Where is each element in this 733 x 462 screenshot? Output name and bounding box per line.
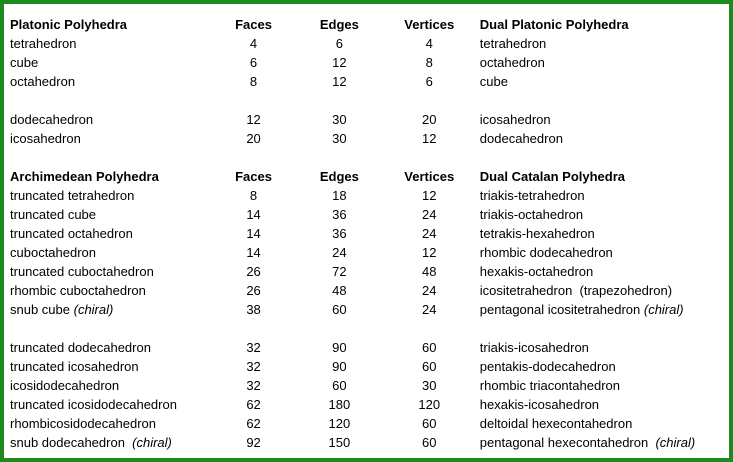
- polyhedron-name: [10, 186, 215, 205]
- polyhedron-name-text: octahedron: [10, 74, 76, 89]
- polyhedron-name: [10, 72, 215, 91]
- vertices-value-text: 60: [422, 359, 437, 374]
- column-header: [215, 15, 292, 34]
- polyhedron-name: [10, 205, 215, 224]
- dual-name: [472, 53, 729, 72]
- faces-value: [215, 110, 292, 129]
- edges-value: [292, 414, 387, 433]
- column-header-text: Archimedean Polyhedra: [10, 169, 159, 184]
- faces-value-text: 8: [249, 188, 258, 203]
- polyhedron-name: [10, 281, 215, 300]
- table-row: [10, 53, 729, 72]
- dual-name-text: pentakis-dodecahedron: [479, 359, 616, 374]
- vertices-value-text: 48: [422, 264, 437, 279]
- polyhedron-name: [10, 262, 215, 281]
- dual-name: [472, 110, 729, 129]
- faces-value-text: 32: [246, 378, 261, 393]
- table-row: [10, 300, 729, 319]
- dual-name-text: triakis-octahedron: [479, 207, 584, 222]
- table-row: [10, 72, 729, 91]
- faces-value-text: 92: [246, 435, 261, 450]
- edges-value-text: 90: [332, 359, 347, 374]
- polyhedron-name-text: snub dodecahedron: [10, 435, 133, 450]
- dual-name: [472, 129, 729, 148]
- table-row: [10, 110, 729, 129]
- vertices-value-text: 4: [425, 36, 433, 51]
- polyhedron-name: [10, 414, 215, 433]
- column-header-text: Dual Platonic Polyhedra: [479, 17, 629, 32]
- edges-value-text: 180: [328, 397, 351, 412]
- edges-value-text: 60: [332, 302, 347, 317]
- faces-value-text: 32: [246, 340, 261, 355]
- dual-name-text: rhombic triacontahedron: [479, 378, 620, 393]
- dual-name: [472, 376, 729, 395]
- vertices-value-text: 24: [422, 302, 437, 317]
- dual-name-text: rhombic dodecahedron: [479, 245, 613, 260]
- table-row: [10, 338, 729, 357]
- edges-value-text: 90: [332, 340, 347, 355]
- section-header-row: [10, 167, 729, 186]
- spacer-row: [10, 319, 729, 338]
- edges-value: [292, 433, 387, 452]
- spacer-row: [10, 148, 729, 167]
- edges-value: [292, 357, 387, 376]
- polyhedra-table: [10, 15, 729, 452]
- vertices-value-text: 24: [422, 207, 437, 222]
- column-header: [387, 167, 472, 186]
- polyhedron-name-text: truncated dodecahedron: [10, 340, 151, 355]
- edges-value: [292, 395, 387, 414]
- edges-value-text: 150: [328, 435, 351, 450]
- vertices-value: [387, 205, 472, 224]
- dual-name-text: tetrakis-hexahedron: [479, 226, 595, 241]
- column-header: [10, 167, 215, 186]
- dual-name-text: icosahedron: [479, 112, 551, 127]
- table-row: [10, 395, 729, 414]
- edges-value: [292, 300, 387, 319]
- table-row: [10, 433, 729, 452]
- faces-value-text: 8: [249, 74, 258, 89]
- faces-value: [215, 205, 292, 224]
- edges-value: [292, 243, 387, 262]
- faces-value-text: 14: [246, 226, 261, 241]
- polyhedron-name: [10, 224, 215, 243]
- faces-value: [215, 34, 292, 53]
- edges-value-text: 36: [332, 207, 347, 222]
- spacer-row: [10, 91, 729, 110]
- edges-value-text: 36: [332, 226, 347, 241]
- dual-name: [472, 395, 729, 414]
- column-header: [472, 167, 729, 186]
- dual-name-text: octahedron: [479, 55, 545, 70]
- vertices-value-text: 60: [422, 435, 437, 450]
- chiral-note: (chiral): [132, 435, 172, 450]
- dual-name-text: hexakis-octahedron: [479, 264, 594, 279]
- polyhedron-name: [10, 243, 215, 262]
- edges-value: [292, 53, 387, 72]
- edges-value: [292, 205, 387, 224]
- faces-value: [215, 262, 292, 281]
- vertices-value-text: 12: [422, 245, 437, 260]
- vertices-value-text: 60: [422, 340, 437, 355]
- vertices-value: [387, 243, 472, 262]
- edges-value-text: 12: [332, 55, 347, 70]
- vertices-value: [387, 224, 472, 243]
- edges-value: [292, 186, 387, 205]
- column-header-text: Vertices: [404, 169, 455, 184]
- edges-value-text: 30: [332, 131, 347, 146]
- faces-value: [215, 72, 292, 91]
- column-header: [10, 15, 215, 34]
- faces-value-text: 4: [249, 36, 258, 51]
- vertices-value: [387, 129, 472, 148]
- edges-value: [292, 262, 387, 281]
- dual-name: [472, 281, 729, 300]
- vertices-value: [387, 300, 472, 319]
- faces-value: [215, 395, 292, 414]
- dual-name: [472, 433, 729, 452]
- dual-name-text: deltoidal hexecontahedron: [479, 416, 633, 431]
- dual-name: [472, 186, 729, 205]
- faces-value: [215, 300, 292, 319]
- polyhedron-name: [10, 53, 215, 72]
- dual-name-text: triakis-icosahedron: [479, 340, 589, 355]
- faces-value-text: 12: [246, 112, 261, 127]
- column-header-text: Edges: [319, 17, 359, 32]
- edges-value: [292, 224, 387, 243]
- vertices-value: [387, 433, 472, 452]
- vertices-value-text: 30: [422, 378, 437, 393]
- edges-value: [292, 110, 387, 129]
- edges-value-text: 12: [332, 74, 347, 89]
- column-header-text: Platonic Polyhedra: [10, 17, 128, 32]
- table-row: [10, 186, 729, 205]
- polyhedron-name: [10, 110, 215, 129]
- dual-name: [472, 338, 729, 357]
- vertices-value: [387, 34, 472, 53]
- dual-name: [472, 34, 729, 53]
- polyhedron-name-text: dodecahedron: [10, 112, 94, 127]
- faces-value: [215, 243, 292, 262]
- faces-value: [215, 53, 292, 72]
- vertices-value: [387, 72, 472, 91]
- polyhedron-name: [10, 376, 215, 395]
- faces-value-text: 62: [246, 397, 261, 412]
- vertices-value-text: 120: [418, 397, 441, 412]
- chiral-note: (chiral): [73, 302, 114, 317]
- edges-value-text: 30: [332, 112, 347, 127]
- faces-value: [215, 129, 292, 148]
- edges-value: [292, 281, 387, 300]
- table-row: [10, 262, 729, 281]
- polyhedron-name-text: truncated icosidodecahedron: [10, 397, 177, 412]
- polyhedron-name-text: rhombicosidodecahedron: [10, 416, 156, 431]
- edges-value: [292, 376, 387, 395]
- vertices-value-text: 60: [422, 416, 437, 431]
- dual-name-text: hexakis-icosahedron: [479, 397, 600, 412]
- faces-value: [215, 433, 292, 452]
- faces-value-text: 26: [246, 283, 261, 298]
- vertices-value: [387, 357, 472, 376]
- polyhedron-name: [10, 129, 215, 148]
- column-header: [292, 167, 387, 186]
- column-header-text: Faces: [235, 17, 272, 32]
- vertices-value: [387, 110, 472, 129]
- vertices-value: [387, 53, 472, 72]
- polyhedron-name: [10, 433, 215, 452]
- polyhedra-table-body: [10, 15, 729, 452]
- edges-value: [292, 129, 387, 148]
- faces-value: [215, 224, 292, 243]
- vertices-value-text: 24: [422, 283, 437, 298]
- table-row: [10, 34, 729, 53]
- dual-name-text: pentagonal hexecontahedron: [479, 435, 656, 450]
- vertices-value-text: 12: [422, 188, 437, 203]
- section-header-row: [10, 15, 729, 34]
- faces-value-text: 62: [246, 416, 261, 431]
- dual-name-text: cube: [479, 74, 508, 89]
- polyhedron-name-text: truncated cube: [10, 207, 97, 222]
- dual-name: [472, 357, 729, 376]
- edges-value-text: 18: [332, 188, 347, 203]
- polyhedron-name-text: rhombic cuboctahedron: [10, 283, 146, 298]
- faces-value: [215, 186, 292, 205]
- vertices-value-text: 8: [425, 55, 433, 70]
- vertices-value-text: 24: [422, 226, 437, 241]
- dual-name: [472, 205, 729, 224]
- edges-value-text: 24: [332, 245, 347, 260]
- polyhedron-name-text: snub cube: [10, 302, 74, 317]
- vertices-value-text: 6: [425, 74, 433, 89]
- table-row: [10, 376, 729, 395]
- edges-value: [292, 338, 387, 357]
- faces-value-text: 14: [246, 245, 261, 260]
- dual-name: [472, 414, 729, 433]
- column-header-text: Dual Catalan Polyhedra: [479, 169, 626, 184]
- table-row: [10, 281, 729, 300]
- polyhedron-name: [10, 34, 215, 53]
- vertices-value: [387, 395, 472, 414]
- dual-name: [472, 262, 729, 281]
- dual-name: [472, 300, 729, 319]
- table-row: [10, 357, 729, 376]
- dual-name: [472, 72, 729, 91]
- vertices-value: [387, 262, 472, 281]
- polyhedron-name-text: truncated cuboctahedron: [10, 264, 154, 279]
- dual-name-text: tetrahedron: [479, 36, 547, 51]
- edges-value-text: 60: [332, 378, 347, 393]
- polyhedron-name-text: truncated icosahedron: [10, 359, 139, 374]
- polyhedron-name-text: tetrahedron: [10, 36, 77, 51]
- polyhedron-name-text: truncated tetrahedron: [10, 188, 135, 203]
- table-row: [10, 243, 729, 262]
- faces-value-text: 26: [246, 264, 261, 279]
- faces-value: [215, 338, 292, 357]
- dual-name: [472, 243, 729, 262]
- column-header-text: Vertices: [404, 17, 455, 32]
- dual-name-text: dodecahedron: [479, 131, 563, 146]
- vertices-value: [387, 186, 472, 205]
- polyhedron-name: [10, 395, 215, 414]
- faces-value: [215, 376, 292, 395]
- column-header-text: Edges: [319, 169, 359, 184]
- edges-value-text: 120: [328, 416, 351, 431]
- vertices-value: [387, 376, 472, 395]
- table-row: [10, 414, 729, 433]
- table-row: [10, 224, 729, 243]
- polyhedron-name-text: icosahedron: [10, 131, 81, 146]
- column-header: [387, 15, 472, 34]
- polyhedron-name: [10, 357, 215, 376]
- faces-value: [215, 357, 292, 376]
- polyhedron-name-text: icosidodecahedron: [10, 378, 120, 393]
- edges-value-text: 6: [335, 36, 343, 51]
- faces-value: [215, 414, 292, 433]
- vertices-value: [387, 281, 472, 300]
- polyhedron-name: [10, 338, 215, 357]
- edges-value-text: 48: [332, 283, 347, 298]
- faces-value-text: 14: [246, 207, 261, 222]
- edges-value: [292, 72, 387, 91]
- vertices-value: [387, 338, 472, 357]
- faces-value-text: 32: [246, 359, 261, 374]
- dual-name-text: pentagonal icositetrahedron: [479, 302, 644, 317]
- faces-value-text: 20: [246, 131, 261, 146]
- polyhedron-name-text: truncated octahedron: [10, 226, 133, 241]
- dual-name-text: triakis-tetrahedron: [479, 188, 585, 203]
- polyhedron-name: [10, 300, 215, 319]
- polyhedron-name-text: cube: [10, 55, 39, 70]
- edges-value: [292, 34, 387, 53]
- chiral-note: (chiral): [643, 302, 684, 317]
- column-header: [292, 15, 387, 34]
- faces-value-text: 38: [246, 302, 261, 317]
- vertices-value: [387, 414, 472, 433]
- vertices-value-text: 12: [422, 131, 437, 146]
- column-header-text: Faces: [235, 169, 272, 184]
- table-row: [10, 205, 729, 224]
- dual-name: [472, 224, 729, 243]
- column-header: [472, 15, 729, 34]
- chiral-note: (chiral): [655, 435, 696, 450]
- vertices-value-text: 20: [422, 112, 437, 127]
- column-header: [215, 167, 292, 186]
- dual-name-text: icositetrahedron (trapezohedron): [479, 283, 673, 298]
- edges-value-text: 72: [332, 264, 347, 279]
- faces-value: [215, 281, 292, 300]
- table-row: [10, 129, 729, 148]
- polyhedron-name-text: cuboctahedron: [10, 245, 97, 260]
- faces-value-text: 6: [249, 55, 258, 70]
